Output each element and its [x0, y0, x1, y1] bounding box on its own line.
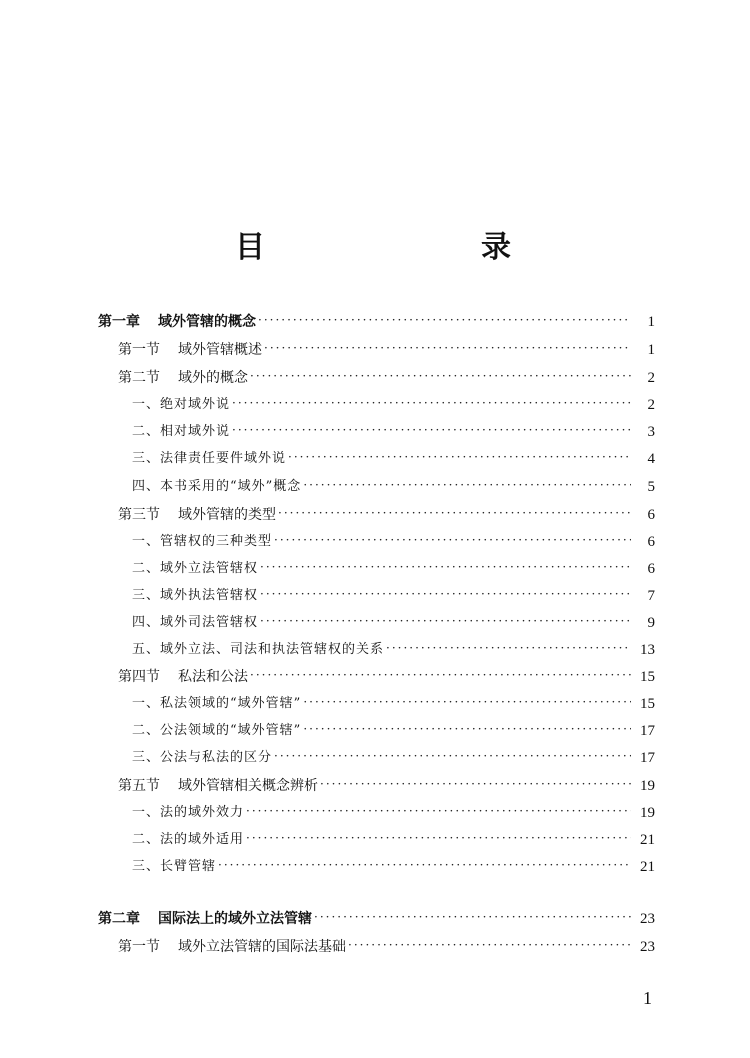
toc-entry[interactable]	[132, 446, 655, 472]
dot-leader	[250, 662, 631, 688]
toc-entry-label	[132, 745, 272, 771]
dot-leader	[258, 307, 631, 333]
toc-entry-title: 域外执法管辖权	[160, 588, 259, 603]
toc-entry-number: 一、	[132, 805, 161, 820]
toc-entry[interactable]	[132, 583, 655, 609]
toc-entry-title: 域外立法、司法和执法管辖权的关系	[160, 642, 385, 657]
toc-entry-title: 私法领域的“域外管辖”	[160, 696, 302, 711]
toc-entry-title: 公法与私法的区分	[160, 750, 273, 765]
toc-entry-label	[132, 583, 258, 609]
toc-entry[interactable]	[132, 392, 655, 418]
toc-entry-title: 域外管辖概述	[178, 342, 262, 358]
toc-entry-page: 5	[647, 479, 655, 495]
toc-entry-number: 一、	[132, 534, 161, 549]
toc-entry-title: 域外管辖的类型	[178, 507, 276, 523]
toc-entry[interactable]	[132, 474, 655, 500]
toc-entry-number: 三、	[132, 451, 161, 466]
toc-entry-label	[132, 474, 301, 500]
toc-entry[interactable]	[118, 664, 655, 690]
toc-entry-label	[132, 827, 244, 853]
toc-entry-label	[132, 854, 216, 880]
toc-entry-title: 长臂管辖	[160, 859, 217, 874]
toc-entry-page: 4	[647, 451, 655, 467]
toc-entry[interactable]	[132, 419, 655, 445]
toc-entry-label	[98, 906, 312, 932]
page-title: 目 录	[235, 230, 563, 265]
toc-entry-title: 域外的概念	[178, 370, 248, 386]
toc-entry-page: 17	[640, 750, 655, 766]
toc-entry[interactable]	[98, 906, 655, 932]
toc-entry[interactable]	[132, 854, 655, 880]
toc-entry-label	[118, 502, 276, 528]
toc-entry[interactable]	[118, 502, 655, 528]
dot-leader	[274, 743, 631, 769]
toc-entry[interactable]	[98, 309, 655, 335]
toc-entry-title: 国际法上的域外立法管辖	[158, 911, 312, 927]
toc-entry-number: 四、	[132, 479, 161, 494]
dot-leader	[348, 932, 631, 958]
toc-entry-number: 第二节	[118, 370, 160, 386]
toc-entry-number: 二、	[132, 561, 161, 576]
toc-entry-page: 15	[640, 696, 655, 712]
toc-entry-page: 21	[640, 859, 655, 875]
toc-entry-page: 23	[640, 939, 655, 955]
toc-entry-label	[132, 637, 384, 663]
dot-leader	[246, 798, 631, 824]
toc-entry-label	[132, 446, 286, 472]
dot-leader	[314, 904, 631, 930]
toc-entry-title: 私法和公法	[178, 669, 248, 685]
dot-leader	[264, 335, 631, 361]
toc-entry-title: 相对域外说	[160, 424, 231, 439]
dot-leader	[386, 635, 631, 661]
toc-entry-title: 公法领域的“域外管辖”	[160, 723, 302, 738]
toc-entry[interactable]	[132, 745, 655, 771]
toc-entry-label	[118, 664, 248, 690]
toc-entry-label	[118, 337, 262, 363]
dot-leader	[320, 771, 631, 797]
dot-leader	[303, 716, 631, 742]
toc-entry-number: 第一节	[118, 939, 160, 955]
dot-leader	[260, 581, 631, 607]
toc-entry[interactable]	[118, 365, 655, 391]
dot-leader	[260, 608, 631, 634]
toc-entry-page: 2	[647, 370, 655, 386]
toc-entry-page: 23	[640, 911, 655, 927]
toc-entry-title: 法律责任要件域外说	[160, 451, 287, 466]
toc-entry-number: 第四节	[118, 669, 160, 685]
toc-entry-number: 第三节	[118, 507, 160, 523]
toc-entry-label	[132, 556, 258, 582]
toc-entry[interactable]	[118, 934, 655, 960]
toc-entry-page: 6	[647, 507, 655, 523]
toc-entry-title: 域外立法管辖权	[160, 561, 259, 576]
toc-entry-number: 三、	[132, 859, 161, 874]
toc-entry-page: 13	[640, 642, 655, 658]
toc-entry-title: 域外管辖相关概念辨析	[178, 778, 318, 794]
toc-entry-number: 一、	[132, 397, 161, 412]
toc-entry-title: 法的域外适用	[160, 832, 245, 847]
toc-entry-title: 域外立法管辖的国际法基础	[178, 939, 346, 955]
toc-entry-label	[118, 934, 346, 960]
toc-entry-page: 9	[647, 615, 655, 631]
dot-leader	[250, 363, 631, 389]
toc-entry-page: 19	[640, 778, 655, 794]
toc-entry-page: 1	[647, 342, 655, 358]
toc-entry-title: 管辖权的三种类型	[160, 534, 273, 549]
toc-entry[interactable]	[132, 691, 655, 717]
toc-entry-page: 2	[647, 397, 655, 413]
toc-entry-label	[132, 419, 230, 445]
toc-entry-page: 6	[647, 534, 655, 550]
toc-entry[interactable]	[118, 337, 655, 363]
toc-entry[interactable]	[132, 637, 655, 663]
toc-entry[interactable]	[132, 556, 655, 582]
toc-entry-number: 三、	[132, 588, 161, 603]
toc-entry-number: 二、	[132, 723, 161, 738]
dot-leader	[232, 390, 631, 416]
toc-entry[interactable]	[132, 718, 655, 744]
toc-entry-title: 域外司法管辖权	[160, 615, 259, 630]
toc-entry-number: 第一章	[98, 314, 140, 330]
dot-leader	[303, 472, 631, 498]
toc-entry-page: 19	[640, 805, 655, 821]
toc-entry-number: 一、	[132, 696, 161, 711]
toc-entry-label	[132, 529, 272, 555]
toc-entry-number: 第五节	[118, 778, 160, 794]
toc-entry-number: 二、	[132, 832, 161, 847]
toc-entry-label	[132, 392, 230, 418]
dot-leader	[218, 852, 631, 878]
toc-entry-number: 五、	[132, 642, 161, 657]
toc-entry-label	[98, 309, 256, 335]
page-number: 1	[643, 988, 652, 1008]
toc-entry-page: 21	[640, 832, 655, 848]
toc-entry-number: 二、	[132, 424, 161, 439]
toc-entry[interactable]	[132, 827, 655, 853]
toc-entry-page: 1	[647, 314, 655, 330]
toc-entry-title: 域外管辖的概念	[158, 314, 256, 330]
toc-entry-page: 3	[647, 424, 655, 440]
toc-entry-label	[118, 773, 318, 799]
toc-entry[interactable]	[132, 800, 655, 826]
toc-entry-label	[132, 610, 258, 636]
toc-entry-page: 6	[647, 561, 655, 577]
toc-entry-page: 17	[640, 723, 655, 739]
toc-entry-title: 法的域外效力	[160, 805, 245, 820]
toc-entry-number: 第一节	[118, 342, 160, 358]
dot-leader	[246, 825, 631, 851]
toc-entry-page: 7	[647, 588, 655, 604]
toc-entry[interactable]	[118, 773, 655, 799]
dot-leader	[260, 554, 631, 580]
toc-entry-number: 三、	[132, 750, 161, 765]
toc-entry-label	[118, 365, 248, 391]
dot-leader	[288, 444, 631, 470]
toc-entry-label	[132, 800, 244, 826]
toc-entry-title: 本书采用的“域外”概念	[160, 479, 302, 494]
toc-entry-page: 15	[640, 669, 655, 685]
toc-entry-label	[132, 718, 301, 744]
dot-leader	[278, 500, 631, 526]
toc-entry[interactable]	[132, 529, 655, 555]
toc-entry-number: 四、	[132, 615, 161, 630]
toc-entry[interactable]	[132, 610, 655, 636]
dot-leader	[274, 527, 631, 553]
toc-entry-number: 第二章	[98, 911, 140, 927]
toc-entry-title: 绝对域外说	[160, 397, 231, 412]
dot-leader	[232, 417, 631, 443]
toc-entry-label	[132, 691, 301, 717]
dot-leader	[303, 689, 631, 715]
